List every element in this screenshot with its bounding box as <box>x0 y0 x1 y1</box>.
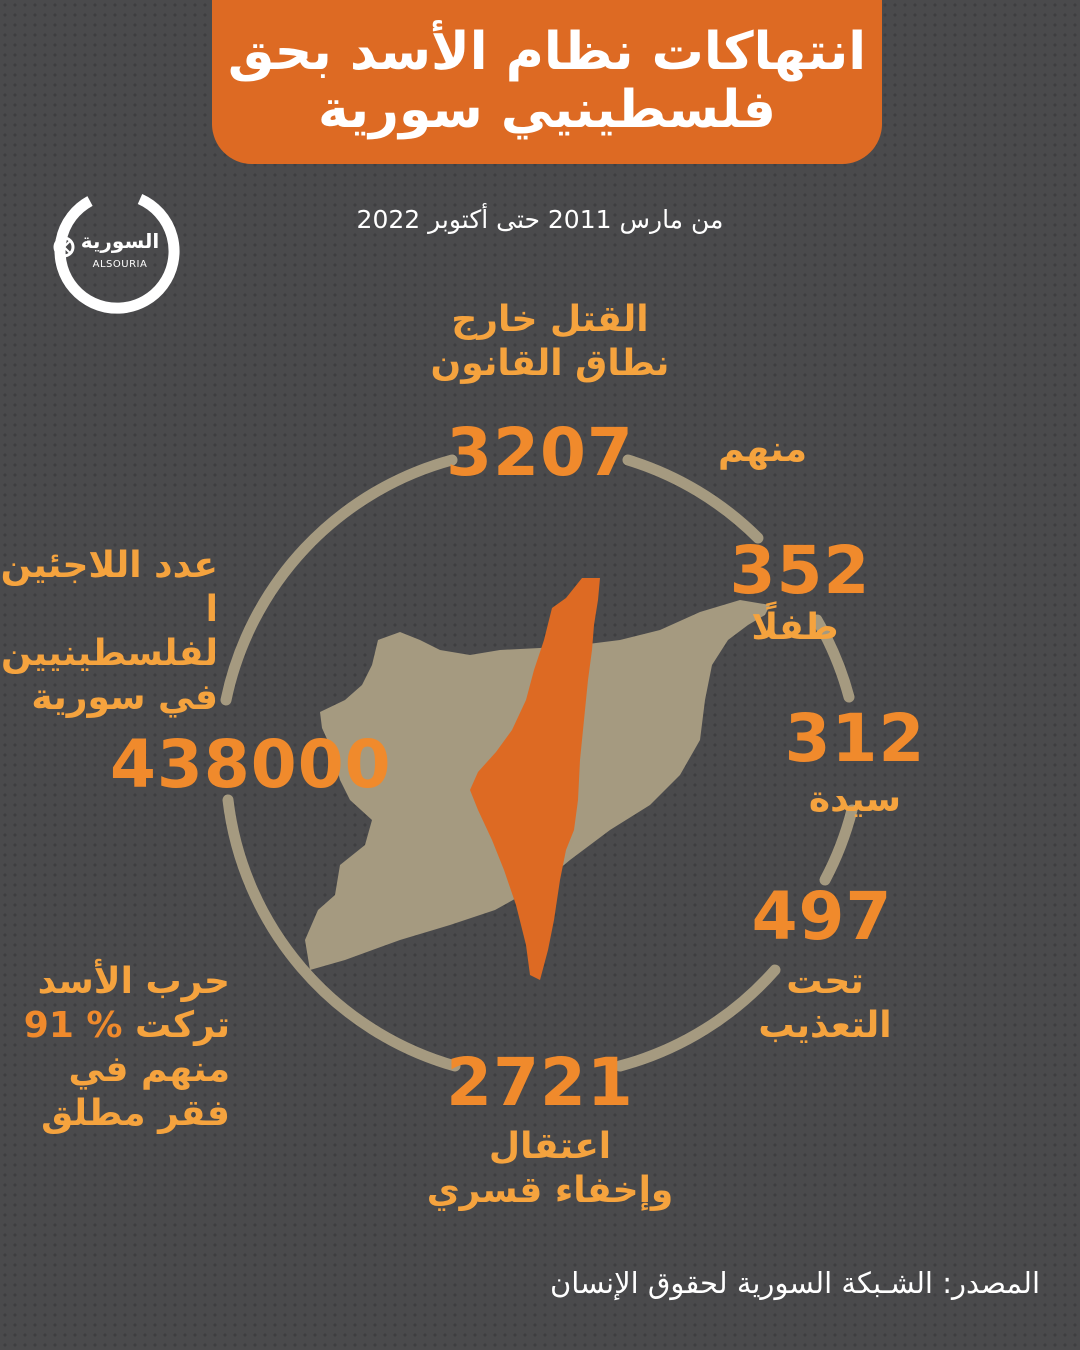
women-label: سيدة <box>808 779 902 820</box>
refugees-label-line3: في سورية <box>31 677 218 718</box>
poverty-line3: منهم في <box>68 1049 230 1090</box>
logo-name-ar: السورية <box>80 229 160 253</box>
women-value: 312 <box>784 700 926 777</box>
killings-label <box>400 298 700 386</box>
torture-label <box>740 960 910 1048</box>
refugees-value: 438000 <box>110 726 392 803</box>
children-label: طفلًا <box>751 607 839 648</box>
poverty-line2 <box>0 1004 230 1048</box>
torture-label-line1: تحت <box>786 961 864 1002</box>
logo-name-en: ALSOURIA <box>92 259 148 270</box>
killings-label-line1: القتل خارج <box>451 299 649 340</box>
refugees-label-line2: ا لفلسطينيين <box>0 589 218 674</box>
killings-label-line2: نطاق القانون <box>430 343 670 384</box>
detention-label <box>400 1125 700 1213</box>
torture-label-line2: التعذيب <box>758 1005 892 1046</box>
detention-label-line2: وإخفاء قسري <box>426 1170 674 1211</box>
source-credit: المصدر: الشـبكة السورية لحقوق الإنسان <box>550 1266 1040 1300</box>
refugees-label <box>0 544 218 720</box>
detention-value: 2721 <box>446 1044 634 1121</box>
poverty-line2-text: تركت <box>135 1005 230 1046</box>
poverty-line4: فقر مطلق <box>41 1093 230 1134</box>
poverty-note <box>0 960 230 1136</box>
children-value: 352 <box>729 532 871 609</box>
title-line-2: فلسطينيي سورية <box>318 80 776 140</box>
poverty-percent: 91 % <box>23 1005 123 1046</box>
of-them-label: منهم <box>718 429 807 470</box>
detention-label-line1: اعتقال <box>488 1126 612 1167</box>
refugees-label-line1: عدد اللاجئين <box>0 545 218 586</box>
torture-value: 497 <box>751 878 893 955</box>
title-line-1: انتهاكات نظام الأسد بحق <box>227 22 867 82</box>
killings-value: 3207 <box>446 414 634 491</box>
poverty-line1: حرب الأسد <box>37 961 230 1002</box>
date-range: من مارس 2011 حتى أكتوبر 2022 <box>356 205 724 234</box>
